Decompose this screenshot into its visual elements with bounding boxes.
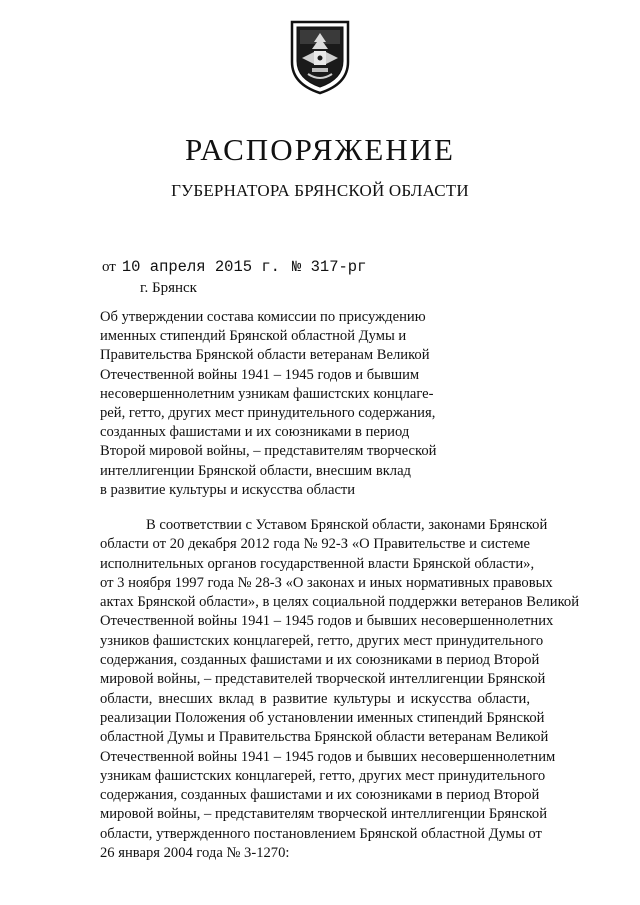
body-line: Отечественной войны 1941 – 1945 годов и бывших несовершеннолетних: [100, 613, 554, 630]
body-line: области от 20 декабря 2012 года № 92-З «О Правительстве и системе: [100, 536, 530, 553]
subject-line: Об утверждении состава комиссии по присуждению: [100, 309, 426, 325]
date-number-line: [102, 258, 366, 276]
subject-line: несовершеннолетним узникам фашистских концлаге-: [100, 385, 434, 402]
subject-line: именных стипендий Брянской областной Думы и: [100, 328, 407, 345]
subject-line: рей, гетто, других мест принудительного содержания,: [100, 405, 436, 422]
body-line: актах Брянской области», в целях социальной поддержки ветеранов Великой: [100, 594, 580, 611]
document-body: [100, 516, 580, 863]
coat-of-arms-icon: [288, 18, 352, 96]
body-line: реализации Положения об установлении именных стипендий Брянской: [100, 709, 545, 726]
document-date: 10 апреля 2015 г.: [121, 258, 280, 276]
subject-line: Отечественной войны 1941 – 1945 годов и бывшим: [100, 366, 420, 383]
body-line: В соответствии с Уставом Брянской области, законами Брянской: [146, 517, 548, 533]
document-subtitle: ГУБЕРНАТОРА БРЯНСКОЙ ОБЛАСТИ: [171, 181, 469, 200]
subject-line: интеллигенции Брянской области, внесшим вклад: [100, 462, 411, 479]
body-line: 26 января 2004 года № 3-1270:: [100, 845, 290, 862]
body-line: исполнительных органов государственной власти Брянской области»,: [100, 555, 535, 572]
body-line: содержания, созданных фашистами и их союзниками в период Второй: [100, 652, 540, 669]
body-line: мировой войны, – представителям творческой интеллигенции Брянской: [100, 806, 548, 823]
document-number: № 317-рг: [292, 258, 367, 276]
body-line: области, утвержденного постановлением Брянской областной Думы от: [100, 825, 542, 842]
document-title: РАСПОРЯЖЕНИЕ: [185, 132, 455, 167]
body-line: от 3 ноября 1997 года № 28-З «О законах и иных нормативных правовых: [100, 574, 553, 591]
document-city: г. Брянск: [140, 280, 197, 296]
body-line: области, внесших вклад в развитие культуры и искусства области,: [100, 690, 530, 707]
subject-line: в развитие культуры и искусства области: [100, 481, 356, 498]
date-prefix: от: [102, 259, 116, 275]
body-line: узников фашистских концлагерей, гетто, других мест принудительного: [100, 632, 544, 649]
subject-line: Второй мировой войны, – представителям творческой: [100, 443, 437, 460]
body-line: областной Думы и Правительства Брянской области ветеранам Великой: [100, 729, 549, 746]
subject-line: созданных фашистами и их союзниками в период: [100, 424, 410, 441]
body-line: узникам фашистских концлагерей, гетто, других мест принудительного: [100, 767, 546, 784]
body-line: Отечественной войны 1941 – 1945 годов и бывших несовершеннолетним: [100, 748, 556, 765]
subject-line: Правительства Брянской области ветеранам Великой: [100, 347, 430, 364]
document-subject: [100, 308, 440, 500]
body-line: содержания, созданных фашистами и их союзниками в период Второй: [100, 787, 540, 804]
body-line: мировой войны, – представителей творческой интеллигенции Брянской: [100, 671, 546, 688]
